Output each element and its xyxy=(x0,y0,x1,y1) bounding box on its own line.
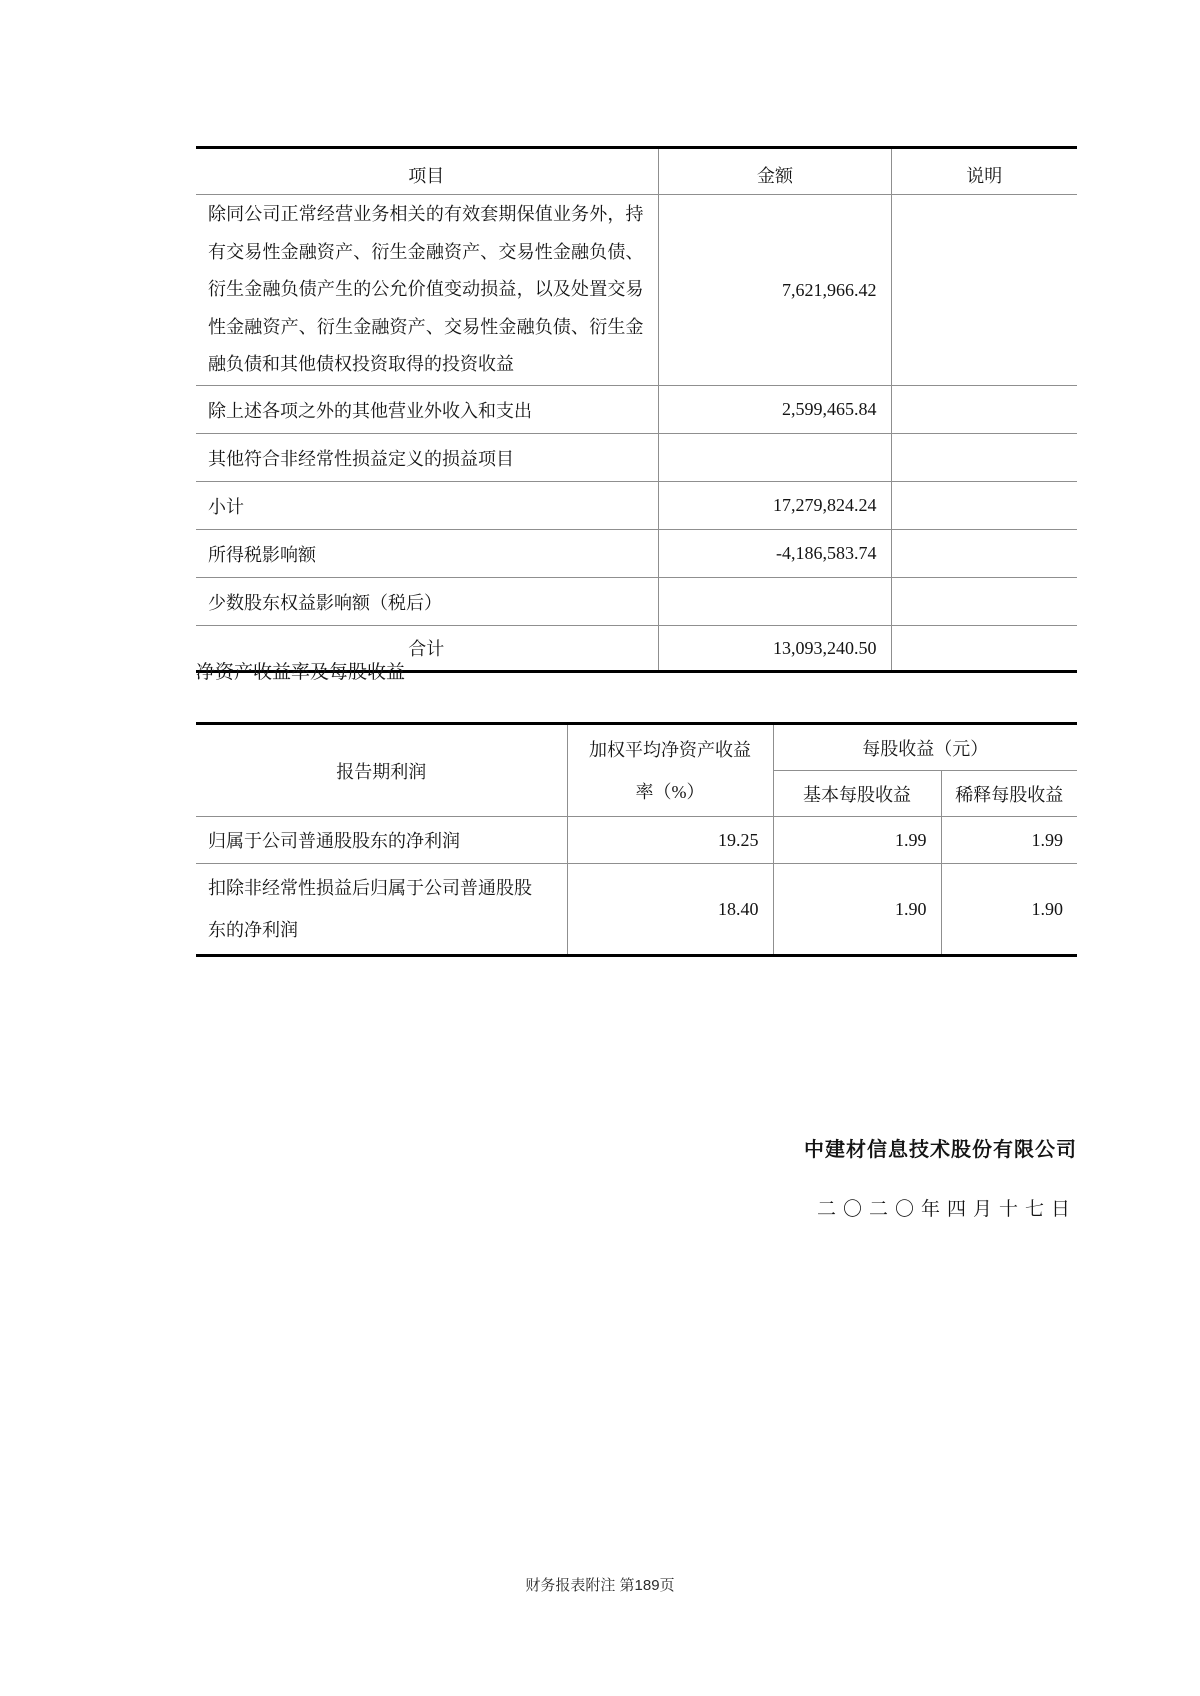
note-cell xyxy=(891,530,1077,578)
roe-header-line1: 加权平均净资产收益 xyxy=(589,739,751,760)
non-recurring-gains-table xyxy=(196,146,1077,673)
basic-eps-cell: 1.90 xyxy=(773,864,941,956)
roe-eps-table xyxy=(196,722,1077,957)
item-cell: 所得税影响额 xyxy=(196,530,658,578)
table-header-row xyxy=(196,148,1077,195)
amount-cell xyxy=(658,434,891,482)
table-row xyxy=(196,817,1077,864)
item-cell: 其他符合非经常性损益定义的损益项目 xyxy=(196,434,658,482)
table-row xyxy=(196,864,1077,956)
table-row xyxy=(196,434,1077,482)
roe-cell: 18.40 xyxy=(567,864,773,956)
table-row xyxy=(196,482,1077,530)
company-signature: 中建材信息技术股份有限公司 xyxy=(804,1139,1077,1161)
column-header-item: 项目 xyxy=(196,148,658,195)
table-header-row xyxy=(196,724,1077,771)
roe-cell: 19.25 xyxy=(567,817,773,864)
amount-cell: -4,186,583.74 xyxy=(658,530,891,578)
note-cell xyxy=(891,434,1077,482)
table-row xyxy=(196,195,1077,386)
diluted-eps-cell: 1.90 xyxy=(941,864,1077,956)
amount-cell xyxy=(658,578,891,626)
table-row xyxy=(196,530,1077,578)
column-header-roe xyxy=(567,724,773,817)
item-cell: 归属于公司普通股股东的净利润 xyxy=(196,817,567,864)
column-header-note: 说明 xyxy=(891,148,1077,195)
item-cell: 扣除非经常性损益后归属于公司普通股股东的净利润 xyxy=(196,864,567,956)
item-cell: 少数股东权益影响额（税后） xyxy=(196,578,658,626)
report-date: 二〇二〇年四月十七日 xyxy=(816,1199,1077,1220)
note-cell xyxy=(891,482,1077,530)
amount-cell: 17,279,824.24 xyxy=(658,482,891,530)
item-cell: 除同公司正常经营业务相关的有效套期保值业务外，持有交易性金融资产、衍生金融资产、交易性金融负债、衍生金融负债产生的公允价值变动损益，以及处置交易性金融资产、衍生金融资产、交易性金融负债、衍生金融负债和其他债权投资取得的投资收益 xyxy=(196,195,658,386)
diluted-eps-cell: 1.99 xyxy=(1031,829,1063,850)
table-row xyxy=(196,386,1077,434)
column-header-diluted-eps: 稀释每股收益 xyxy=(941,771,1077,817)
note-cell xyxy=(891,386,1077,434)
column-header-eps-group: 每股收益（元） xyxy=(773,724,1077,771)
note-cell xyxy=(891,626,1077,672)
column-header-basic-eps: 基本每股收益 xyxy=(773,771,941,817)
page-footer: 财务报表附注 第189页 xyxy=(525,1577,675,1594)
item-cell: 合计 xyxy=(196,626,658,672)
item-cell: 小计 xyxy=(196,482,658,530)
amount-cell: 13,093,240.50 xyxy=(658,626,891,672)
note-cell xyxy=(891,578,1077,626)
table-row xyxy=(196,578,1077,626)
roe-header-line2: 率（%） xyxy=(635,781,705,802)
item-cell: 除上述各项之外的其他营业外收入和支出 xyxy=(196,386,658,434)
amount-cell: 7,621,966.42 xyxy=(658,195,891,386)
amount-cell: 2,599,465.84 xyxy=(658,386,891,434)
column-header-profit: 报告期利润 xyxy=(196,724,567,817)
basic-eps-cell: 1.99 xyxy=(773,817,941,864)
column-header-amount: 金额 xyxy=(658,148,891,195)
note-cell xyxy=(891,195,1077,386)
section-title: 净资产收益率及每股收益 xyxy=(196,662,406,683)
